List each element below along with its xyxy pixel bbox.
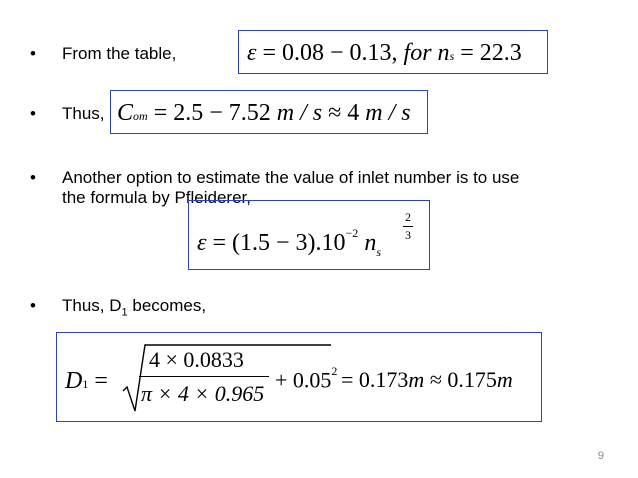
bullet-d1-becomes: Thus, $D_1$ becomes, bbox=[62, 296, 207, 319]
page-number: 9 bbox=[597, 450, 604, 462]
equation-epsilon-range: ε = 0.08 − 0.13, for ns = 22.3 bbox=[247, 40, 522, 66]
exponent-denominator: 3 bbox=[405, 228, 411, 242]
bullet-thus-1: Thus, bbox=[62, 104, 105, 123]
equation-box-com bbox=[110, 90, 428, 134]
bullet-dot: • bbox=[30, 104, 36, 123]
bullet-another-option: Another option to estimate the value of inlet number is to use bbox=[62, 168, 520, 187]
bullet-another-option-line2: the formula by Pfleiderer, bbox=[62, 188, 251, 207]
equation-d1-result: = 0.173m ≈ 0.175m bbox=[341, 367, 513, 392]
bullet-from-table: From the table, bbox=[62, 44, 177, 63]
fraction-numerator: 4 × 0.0833 bbox=[149, 347, 244, 372]
bullet-dot: • bbox=[30, 44, 36, 63]
equation-d1-plus: + $0.05^2$ bbox=[275, 364, 338, 393]
bullet-dot: • bbox=[30, 296, 36, 315]
equation-pfleiderer: $\varepsilon = (1.5 - 3).10^{-2}$ $n_s$ bbox=[197, 226, 381, 259]
exponent-fraction-bar bbox=[403, 226, 413, 227]
fraction-denominator: π × 4 × 0.965 bbox=[141, 381, 265, 406]
bullet-dot: • bbox=[30, 168, 36, 187]
equation-box-epsilon-range bbox=[238, 30, 548, 74]
equation-d1-lhs: D1 = bbox=[65, 368, 108, 394]
equation-box-pfleiderer bbox=[188, 200, 430, 270]
exponent-numerator: 2 bbox=[405, 210, 411, 224]
equation-box-d1 bbox=[56, 332, 542, 422]
equation-com: Com = 2.5 − 7.52 m / s ≈ 4 m / s bbox=[117, 100, 411, 126]
fraction-bar bbox=[139, 376, 269, 377]
